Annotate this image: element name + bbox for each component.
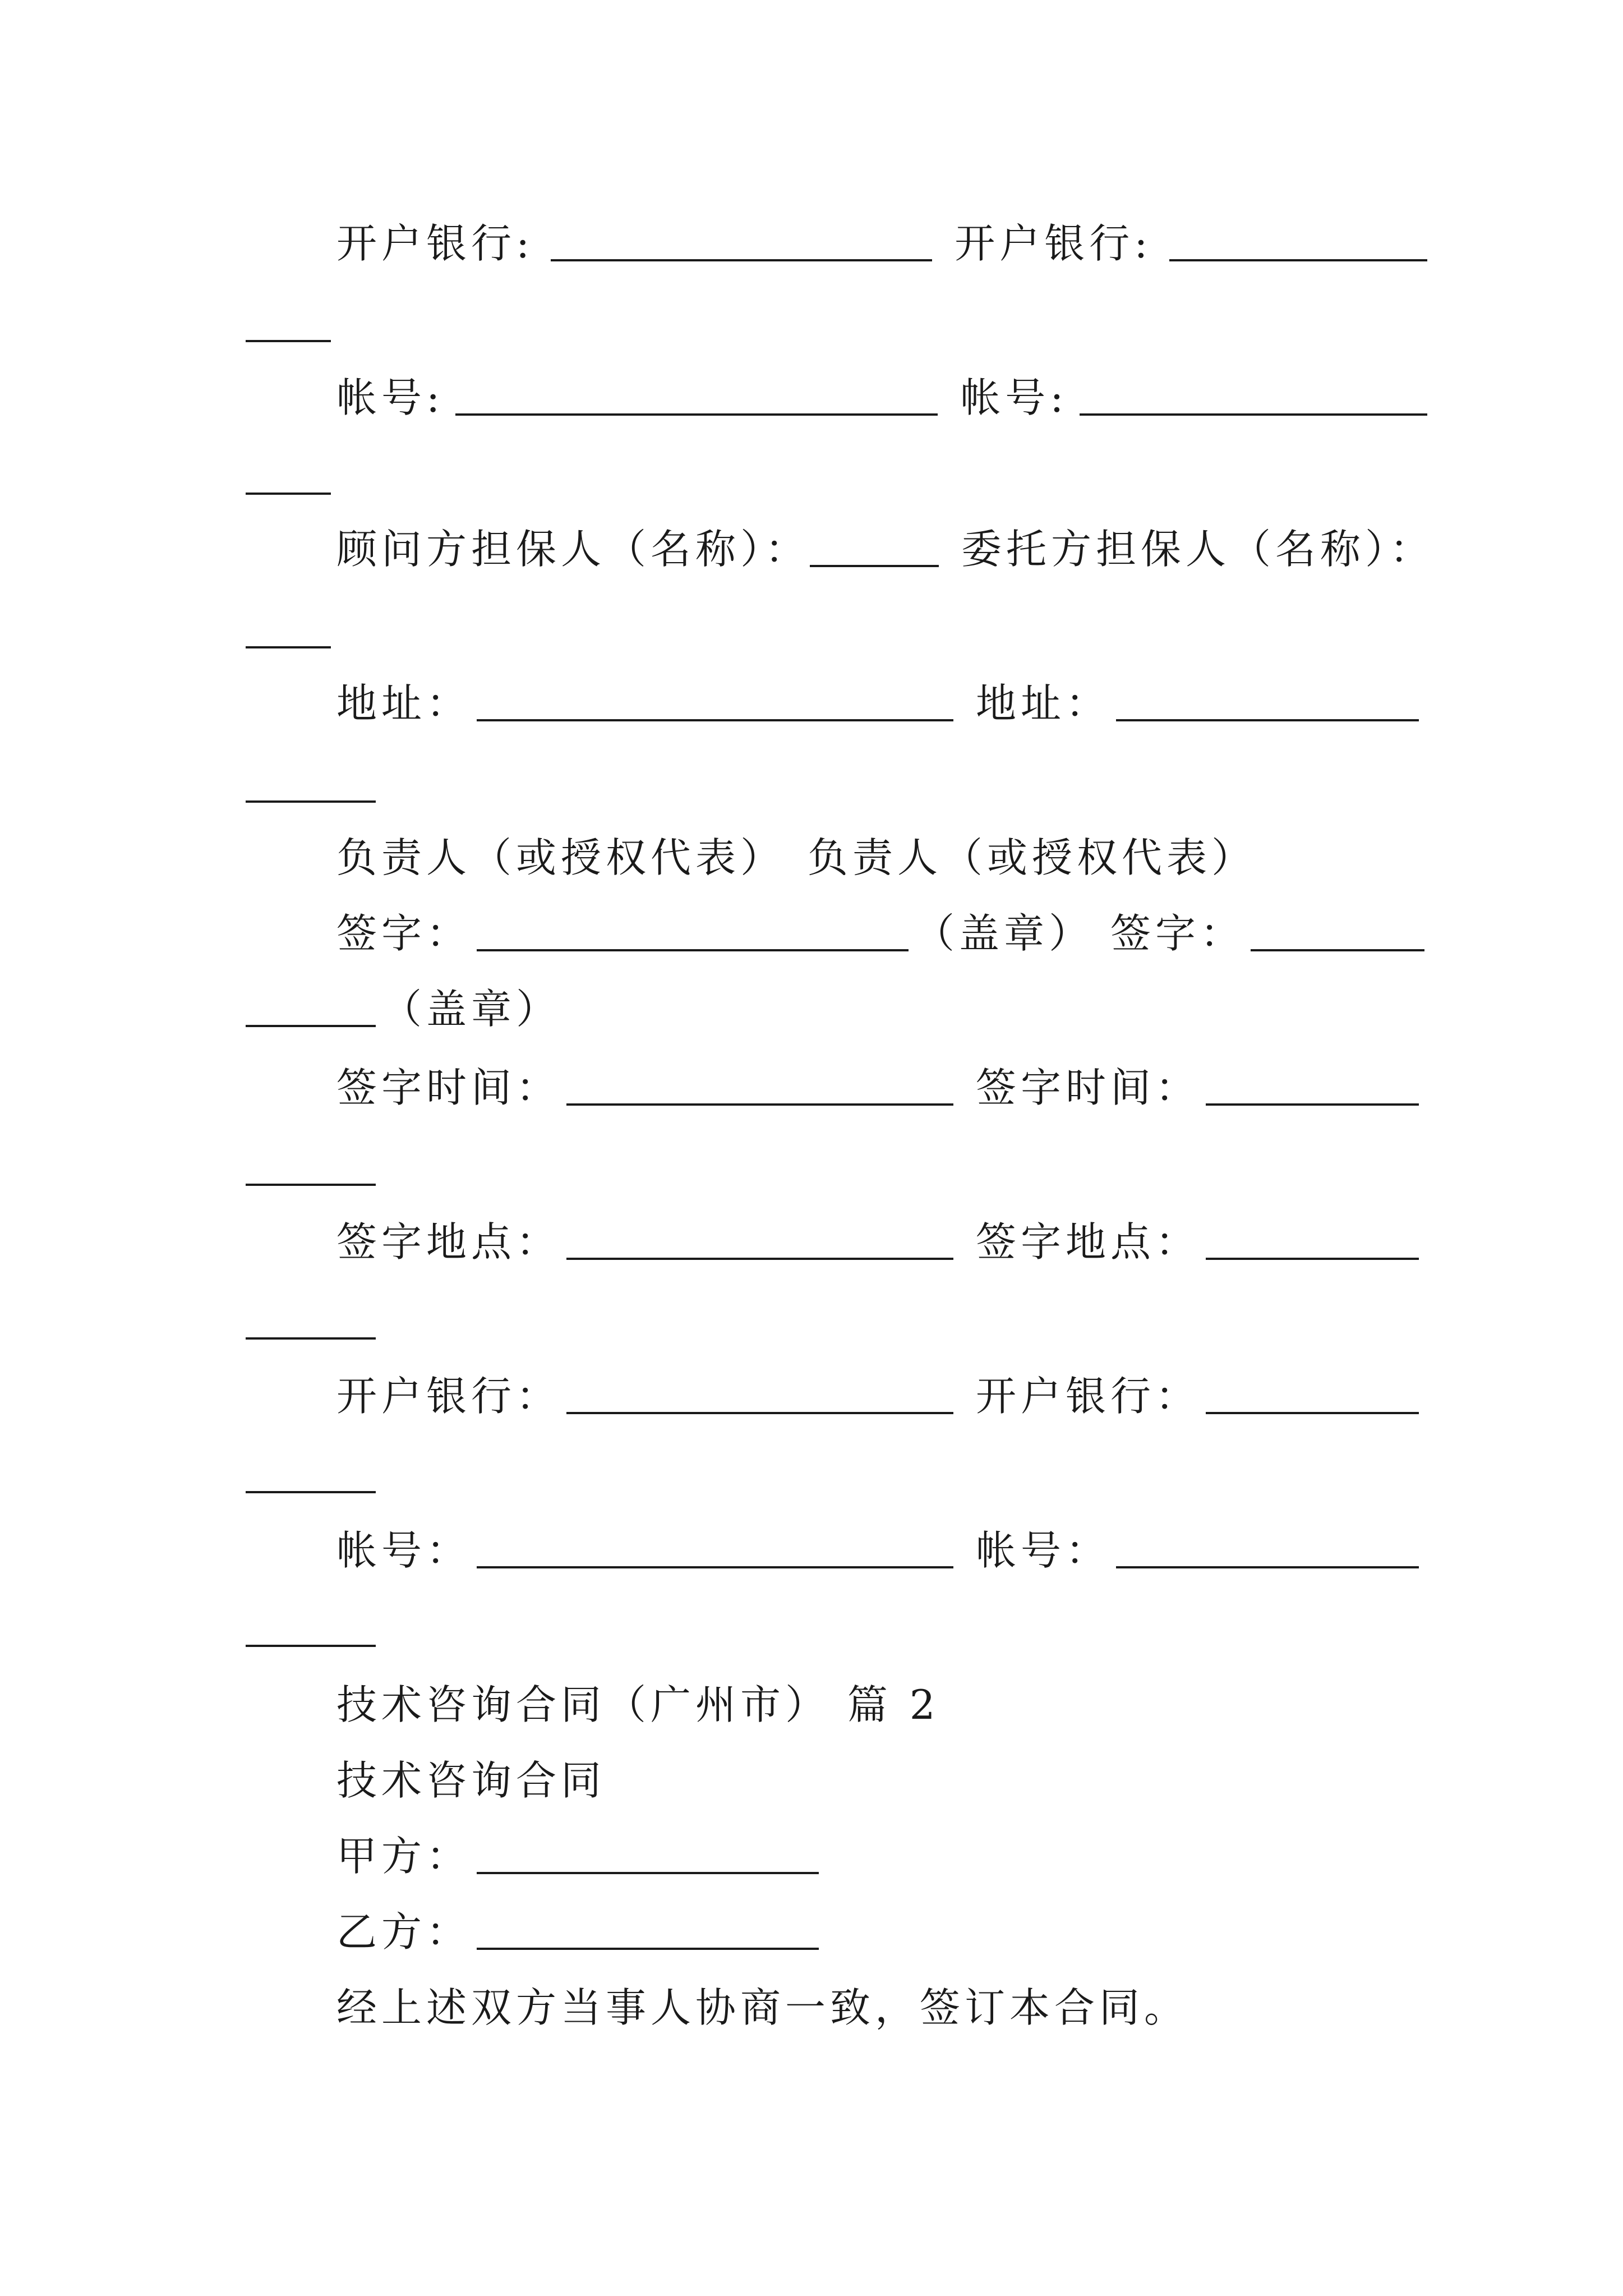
address-row xyxy=(336,668,1419,729)
bank2-label-left: 开户银行： xyxy=(336,1373,561,1420)
signature-row xyxy=(336,898,1424,959)
party-a-label: 甲方： xyxy=(336,1833,472,1880)
sign-time-label-left: 签字时间： xyxy=(336,1064,561,1111)
signature-blank-continuation[interactable] xyxy=(246,1025,376,1027)
party-b-row xyxy=(336,1896,819,1958)
bank-blank-right[interactable] xyxy=(1169,259,1427,261)
sign-time-blank-right[interactable] xyxy=(1206,1103,1419,1106)
signature-label-right: 签字： xyxy=(1110,910,1246,957)
bank-row-2 xyxy=(336,1360,1419,1422)
bank-label-left: 开户银行: xyxy=(336,220,534,267)
bank-blank-left[interactable] xyxy=(551,259,932,261)
bank-row-1 xyxy=(336,208,1427,269)
sign-time-blank-left[interactable] xyxy=(566,1103,953,1106)
address-blank-left[interactable] xyxy=(477,719,953,721)
sign-place-label-left: 签字地点： xyxy=(336,1218,561,1266)
address-blank-continuation xyxy=(246,800,376,803)
representative-label-left: 负责人（或授权代表） xyxy=(336,834,786,881)
party-a-blank[interactable] xyxy=(477,1872,819,1874)
seal-label-left: （盖章） xyxy=(914,910,1094,957)
party-b-label: 乙方： xyxy=(336,1908,472,1955)
sign-place-row xyxy=(336,1206,1419,1268)
account-row-2 xyxy=(336,1515,1419,1576)
address-label-left: 地址： xyxy=(336,680,472,727)
bank-blank-continuation xyxy=(246,340,331,342)
sign-time-label-right: 签字时间： xyxy=(976,1064,1201,1111)
sign-place-blank-right[interactable] xyxy=(1206,1258,1419,1260)
sign-place-blank-left[interactable] xyxy=(566,1258,953,1260)
section-heading-row xyxy=(336,1669,940,1731)
representative-label-right: 负责人（或授权代表） xyxy=(808,834,1257,881)
guarantor-label-right: 委托方担保人（名称）： xyxy=(961,526,1435,573)
guarantor-blank-left[interactable] xyxy=(810,565,939,567)
signature-continuation-row xyxy=(246,973,561,1035)
account2-blank-right[interactable] xyxy=(1116,1566,1419,1568)
account2-label-right: 帐号： xyxy=(976,1527,1111,1574)
sign-time-blank-continuation xyxy=(246,1184,376,1186)
sign-place-label-right: 签字地点： xyxy=(976,1218,1201,1266)
intro-paragraph: 经上述双方当事人协商一致，签订本合同。 xyxy=(336,1984,1189,2031)
account-label-right: 帐号: xyxy=(960,374,1068,421)
bank-label-right: 开户银行: xyxy=(955,220,1152,267)
address-label-right: 地址： xyxy=(976,680,1111,727)
sign-time-row xyxy=(336,1052,1419,1114)
account-blank-continuation xyxy=(246,493,331,495)
signature-blank-right[interactable] xyxy=(1251,949,1424,951)
bank2-blank-continuation xyxy=(246,1491,376,1493)
party-a-row xyxy=(336,1820,819,1882)
seal-label-right: （盖章） xyxy=(381,986,561,1033)
bank2-blank-left[interactable] xyxy=(566,1412,953,1414)
party-b-blank[interactable] xyxy=(477,1948,819,1950)
account-blank-right[interactable] xyxy=(1080,413,1427,416)
sign-place-blank-continuation xyxy=(246,1337,376,1340)
bank2-blank-right[interactable] xyxy=(1206,1412,1419,1414)
guarantor-blank-continuation xyxy=(246,646,331,648)
account2-blank-left[interactable] xyxy=(477,1566,953,1568)
address-blank-right[interactable] xyxy=(1116,719,1419,721)
representative-row xyxy=(336,822,1256,884)
contract-title-row xyxy=(336,1745,606,1806)
account2-label-left: 帐号： xyxy=(336,1527,472,1574)
contract-title: 技术咨询合同 xyxy=(336,1757,606,1804)
guarantor-label-left: 顾问方担保人（名称）： xyxy=(336,526,810,573)
guarantor-row xyxy=(336,513,1435,575)
signature-label-left: 签字： xyxy=(336,910,472,957)
bank2-label-right: 开户银行： xyxy=(976,1373,1201,1420)
account-label-left: 帐号: xyxy=(336,374,445,421)
account2-blank-continuation xyxy=(246,1645,376,1647)
account-blank-left[interactable] xyxy=(455,413,938,416)
intro-row xyxy=(336,1972,1189,2033)
account-row-1 xyxy=(336,362,1427,424)
section-heading: 技术咨询合同（广州市） 篇 2 xyxy=(336,1681,940,1728)
signature-blank-left[interactable] xyxy=(477,949,909,951)
